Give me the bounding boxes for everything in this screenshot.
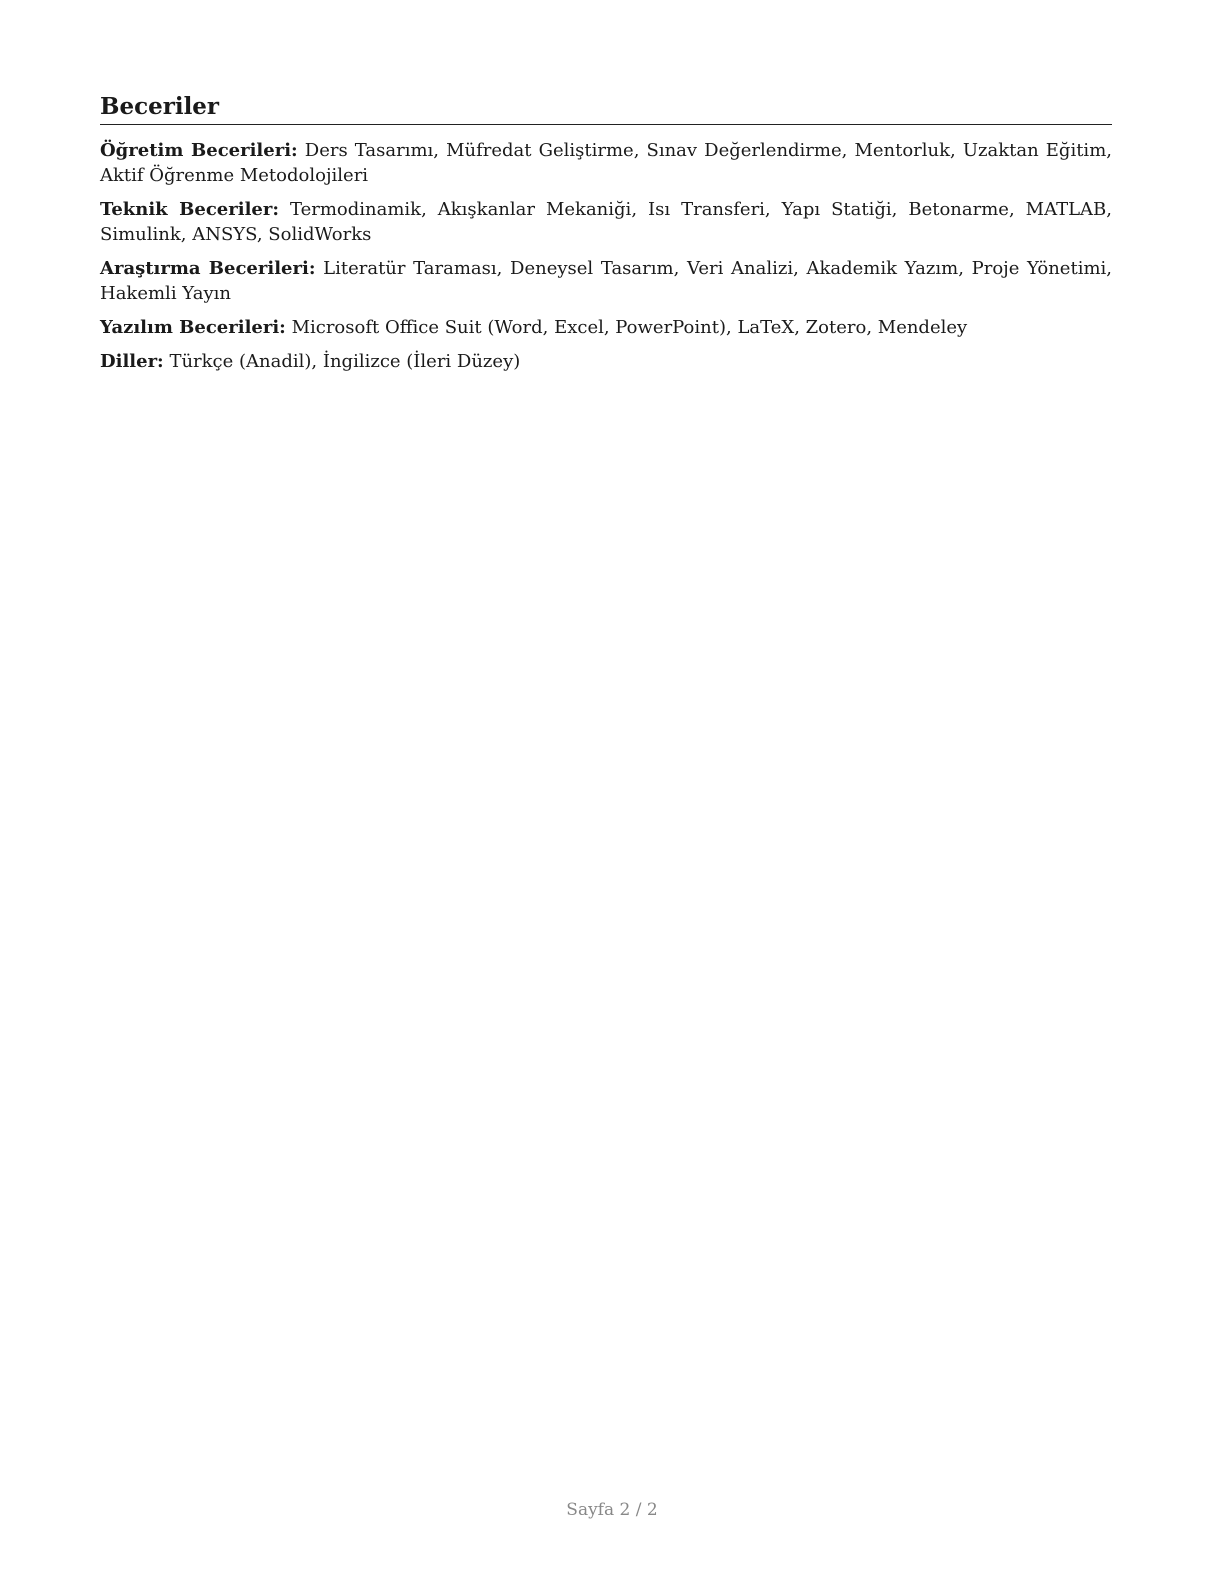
- skill-teaching: [100, 138, 1112, 188]
- skill-label: Diller:: [100, 351, 164, 372]
- section-title: Beceriler: [100, 92, 1112, 125]
- skill-label: Teknik Beceriler:: [100, 199, 279, 220]
- document-page: [100, 92, 1112, 374]
- skill-software: [100, 315, 1112, 340]
- skill-text: Ders Tasarımı, Müfredat Geliştirme, Sınav Değerlendirme, Mentorluk, Uzaktan Eğitim, Aktif Öğrenme Metodolojileri: [100, 140, 1112, 186]
- skill-technical: [100, 197, 1112, 247]
- skill-label: Öğretim Becerileri:: [100, 140, 298, 161]
- skill-text: Literatür Taraması, Deneysel Tasarım, Veri Analizi, Akademik Yazım, Proje Yönetimi, Hakemli Yayın: [100, 258, 1112, 304]
- skill-text: Termodinamik, Akışkanlar Mekaniği, Isı Transferi, Yapı Statiği, Betonarme, MATLAB, Simulink, ANSYS, SolidWorks: [100, 199, 1112, 245]
- skill-text: Microsoft Office Suit (Word, Excel, PowerPoint), LaTeX, Zotero, Mendeley: [291, 317, 968, 338]
- skill-languages: [100, 349, 1112, 374]
- page-number-footer: Sayfa 2 / 2: [566, 1500, 658, 1520]
- skill-label: Yazılım Becerileri:: [100, 317, 286, 338]
- skill-label: Araştırma Becerileri:: [100, 258, 316, 279]
- skill-text: Türkçe (Anadil), İngilizce (İleri Düzey): [169, 351, 521, 372]
- skill-research: [100, 256, 1112, 306]
